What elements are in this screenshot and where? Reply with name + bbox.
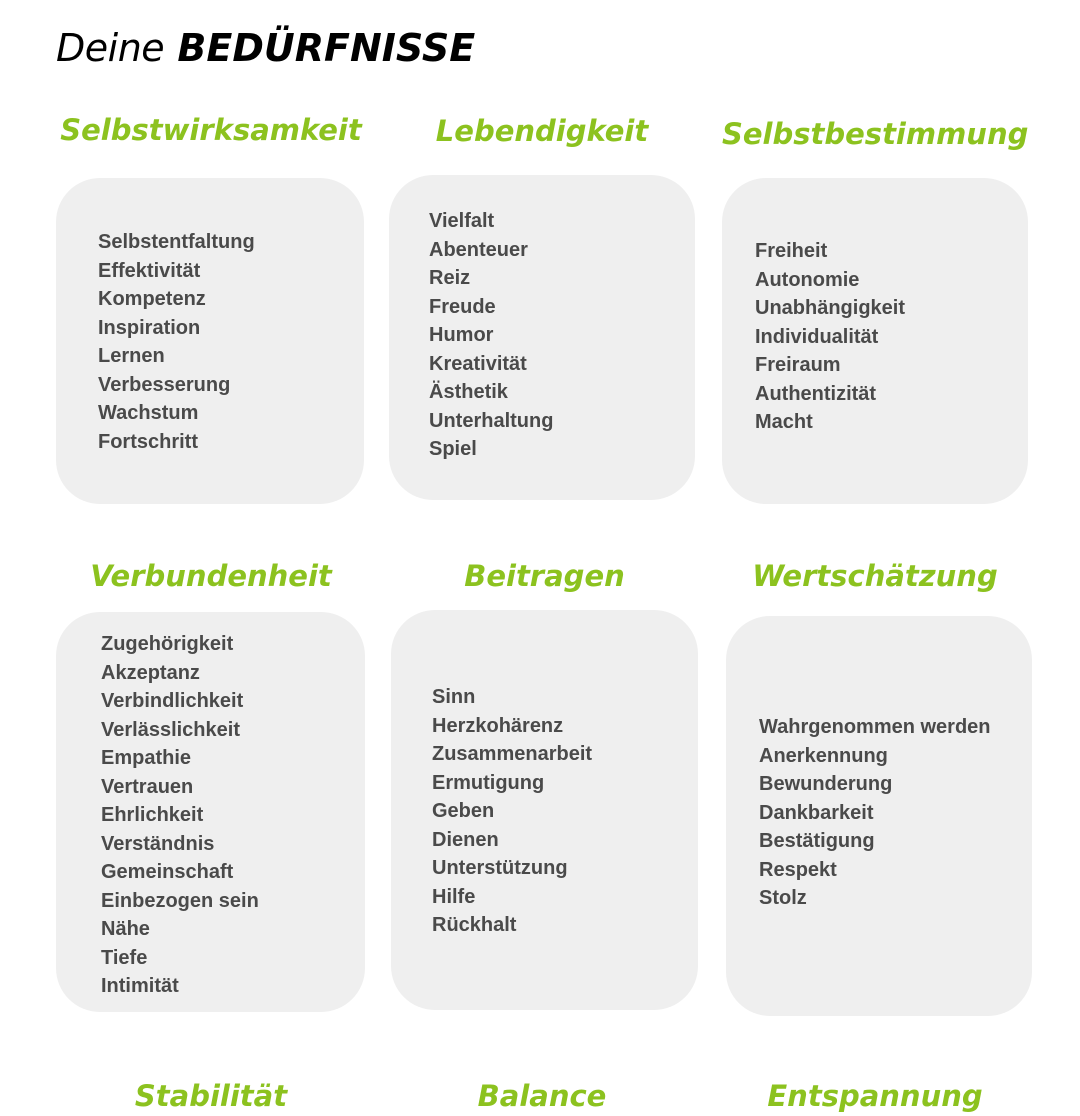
need-item: Reiz	[429, 267, 471, 289]
need-item: Fortschritt	[98, 430, 198, 453]
need-item: Individualität	[755, 325, 879, 348]
need-item: Kompetenz	[98, 288, 206, 310]
need-item: Verbindlichkeit	[101, 690, 244, 712]
need-item: Lernen	[98, 345, 165, 367]
needs-list-lebendigkeit	[429, 207, 553, 464]
need-item: Bewunderung	[759, 773, 893, 795]
need-item: Zusammenarbeit	[432, 743, 593, 765]
need-item: Gemeinschaft	[101, 861, 234, 883]
need-item: Nähe	[101, 918, 150, 940]
need-item: Akzeptanz	[101, 661, 200, 684]
need-item: Einbezogen sein	[101, 889, 259, 912]
need-item: Hilfe	[432, 885, 476, 908]
need-item: Humor	[429, 324, 494, 346]
need-item: Empathie	[101, 747, 192, 769]
need-item: Unabhängigkeit	[755, 297, 906, 319]
needs-list-wertschaetzung	[759, 713, 991, 913]
category-title-verbundenheit: Verbundenheit	[90, 559, 332, 593]
need-item: Verlässlichkeit	[101, 718, 240, 741]
need-item: Unterhaltung	[429, 409, 554, 432]
need-item: Bestätigung	[759, 830, 875, 852]
need-item: Wachstum	[98, 402, 199, 424]
need-item: Geben	[432, 800, 495, 822]
need-item: Ehrlichkeit	[101, 804, 204, 826]
needs-list-verbundenheit	[101, 630, 259, 1001]
need-item: Herzkohärenz	[432, 714, 564, 737]
need-item: Authentizität	[755, 382, 877, 405]
need-item: Verständnis	[101, 832, 215, 855]
category-title-stabilitaet: Stabilität	[134, 1079, 288, 1113]
needs-list-beitragen	[432, 683, 592, 940]
category-title-selbstwirksamkeit: Selbstwirksamkeit	[60, 113, 362, 147]
need-item: Abenteuer	[429, 238, 528, 261]
need-item: Macht	[755, 411, 813, 433]
need-item: Dienen	[432, 828, 499, 851]
page-title-bold: BEDÜRFNISSE	[177, 26, 476, 70]
need-item: Inspiration	[98, 316, 201, 339]
need-item: Vertrauen	[101, 775, 194, 798]
page-title	[56, 22, 475, 74]
category-title-lebendigkeit: Lebendigkeit	[435, 114, 649, 148]
need-item: Anerkennung	[759, 744, 888, 767]
needs-list-selbstwirksamkeit	[98, 228, 255, 456]
need-item: Kreativität	[429, 352, 527, 375]
need-item: Dankbarkeit	[759, 801, 874, 824]
page-title-light: Deine	[56, 26, 165, 70]
need-item: Tiefe	[101, 946, 148, 969]
need-item: Respekt	[759, 858, 837, 881]
need-item: Verbesserung	[98, 373, 231, 396]
need-item: Freiraum	[755, 354, 841, 376]
category-title-selbstbestimmung: Selbstbestimmung	[722, 117, 1029, 151]
need-item: Stolz	[759, 887, 807, 909]
category-title-balance: Balance	[477, 1079, 607, 1113]
category-title-wertschaetzung: Wertschätzung	[752, 559, 998, 593]
need-item: Zugehörigkeit	[101, 633, 234, 655]
need-item: Spiel	[429, 438, 477, 460]
need-item: Selbstentfaltung	[98, 231, 255, 253]
need-item: Wahrgenommen werden	[759, 716, 991, 738]
category-title-beitragen: Beitragen	[464, 559, 625, 593]
need-item: Ermutigung	[432, 771, 545, 794]
need-item: Freude	[429, 295, 496, 318]
need-item: Intimität	[101, 975, 179, 997]
category-title-entspannung: Entspannung	[767, 1079, 983, 1113]
need-item: Vielfalt	[429, 210, 495, 232]
need-item: Sinn	[432, 686, 476, 708]
need-item: Ästhetik	[429, 381, 508, 403]
needs-list-selbstbestimmung	[755, 237, 905, 437]
need-item: Autonomie	[755, 268, 860, 291]
need-item: Freiheit	[755, 240, 828, 262]
need-item: Rückhalt	[432, 914, 517, 936]
need-item: Effektivität	[98, 259, 201, 282]
need-item: Unterstützung	[432, 857, 568, 879]
